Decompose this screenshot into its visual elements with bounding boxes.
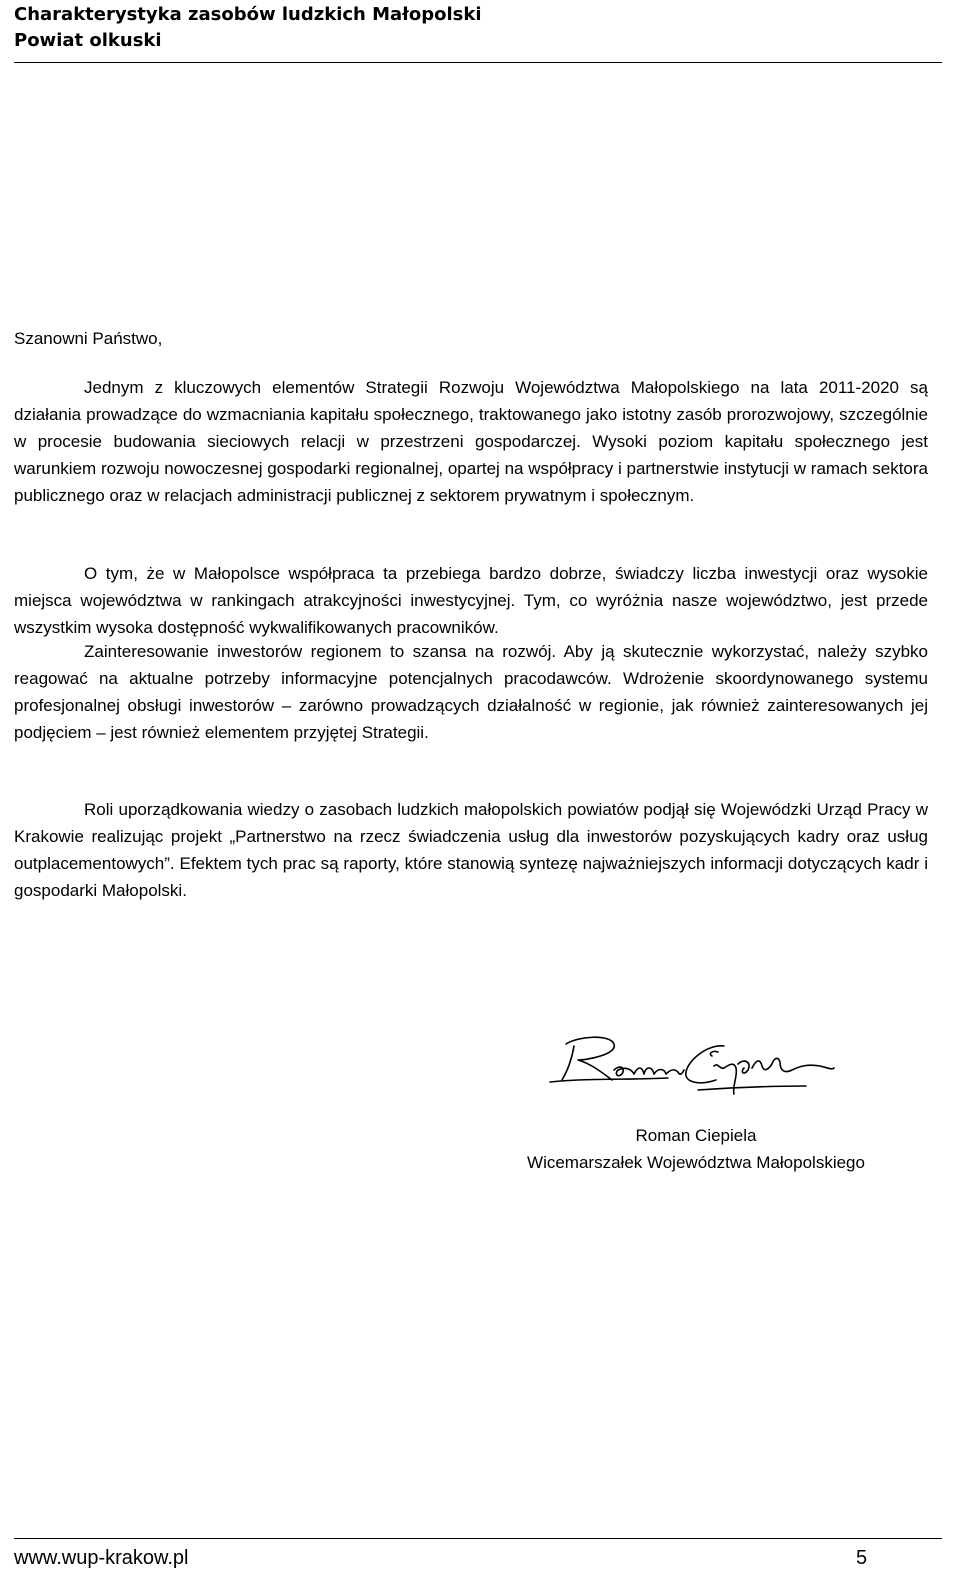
signatory-title: Wicemarszałek Województwa Małopolskiego [527,1153,865,1172]
letter-paragraph: Jednym z kluczowych elementów Strategii Rozwoju Województwa Małopolskiego na lata 2011-2020 są działania prowadzące do wzmacniania kapitału społecznego, traktowanego jako istotny zasób prorozwojowy, szczególnie w procesie budowania sieciowych relacji w przestrzeni gospodarczej. Wysoki poziom kapitału społecznego jest warunkiem rozwoju nowoczesnej gospodarki regionalnej, opartej na współpracy i partnerstwie instytucji w ramach sektora publicznego oraz w relacjach administracji publicznej z sektorem prywatnym i społecznym. [14,378,928,505]
signatory-block [440,1122,952,1176]
document-subtitle: Powiat olkuski [14,30,162,51]
header-divider [14,62,942,63]
letter-paragraph: Zainteresowanie inwestorów regionem to szansa na rozwój. Aby ją skutecznie wykorzystać, należy szybko reagować na aktualne potrzeby informacyjne potencjalnych pracodawców. Wdrożenie skoordynowanego systemu profesjonalnej obsługi inwestorów – zarówno prowadzących działalność w regionie, jak również zainteresowanych jej podjęciem – jest również elementem przyjętej Strategii. [14,642,928,742]
page-number: 5 [856,1547,868,1569]
footer-divider [14,1538,942,1539]
page-header [14,2,944,54]
document-title: Charakterystyka zasobów ludzkich Małopolski [14,4,482,25]
handwritten-signature [548,1030,838,1110]
footer-website: www.wup-krakow.pl [14,1547,189,1569]
signatory-name: Roman Ciepiela [635,1126,757,1145]
letter-paragraph: O tym, że w Małopolsce współpraca ta przebiega bardzo dobrze, świadczy liczba inwestycji oraz wysokie miejsca województwa w rankingach atrakcyjności inwestycyjnej. Tym, co wyróżnia nasze województwo, jest przede wszystkim wysoka dostępność wykwalifikowanych pracowników. [14,564,928,637]
letter-greeting: Szanowni Państwo, [14,329,163,348]
letter-paragraph: Roli uporządkowania wiedzy o zasobach ludzkich małopolskich powiatów podjął się Wojewódzki Urząd Pracy w Krakowie realizując projekt „Partnerstwo na rzecz świadczenia usług dla inwestorów pozyskujących kadry oraz usług outplacementowych”. Efektem tych prac są raporty, które stanowią syntezę najważniejszych informacji dotyczących kadr i gospodarki Małopolski. [14,800,928,900]
